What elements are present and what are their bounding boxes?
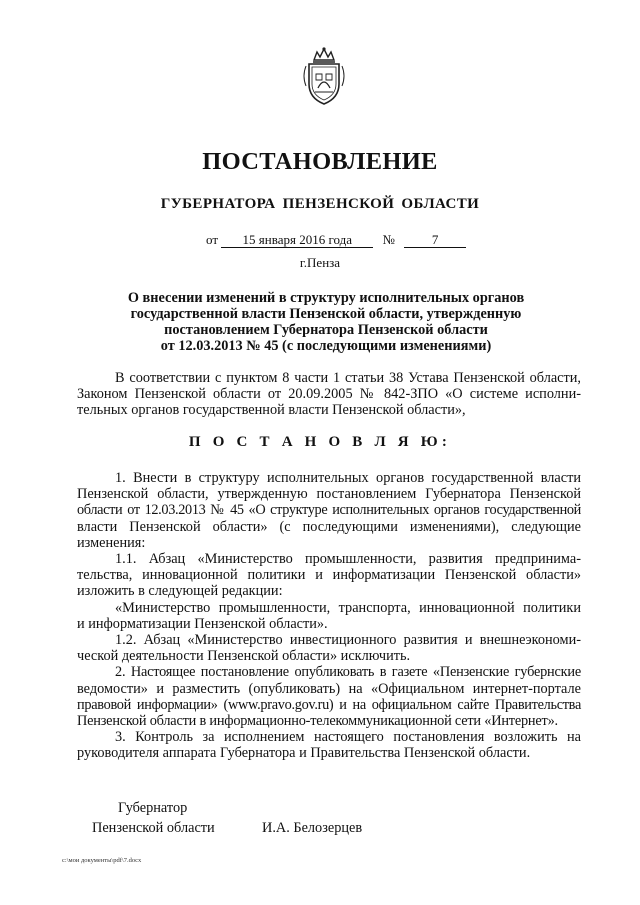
date-prefix: от	[206, 232, 219, 247]
heading-line: от 12.03.2013 № 45 (с последующими изменениями)	[160, 338, 492, 354]
body-line: правовой информации» (www.pravo.gov.ru) и на официальном сайте Правительства	[77, 696, 581, 713]
signature-title-region: Пензенской области	[92, 820, 215, 836]
body-line: 1.2. Абзац «Министерство инвестиционного развития и внешнеэкономи-	[115, 632, 581, 649]
signature-title-governor: Губернатор	[118, 800, 188, 816]
preamble-line: Законом Пензенской области от 20.09.2005 № 842-ЗПО «О системе исполни-	[77, 386, 581, 403]
heading-line: государственной власти Пензенской области, утвержденную	[130, 306, 522, 322]
body-line: ческой деятельности Пензенской области» исключить.	[77, 648, 411, 665]
body-line: 2. Настоящее постановление опубликовать в газете «Пензенские губернские	[115, 664, 581, 681]
body-line: области от 12.03.2013 № 45 «О структуре исполнительных органов государственной	[77, 502, 581, 519]
body-line: 3. Контроль за исполнением настоящего постановления возложить на	[115, 729, 581, 746]
date-number-line	[206, 232, 466, 248]
heading-line: постановлением Губернатора Пензенской области	[164, 322, 488, 338]
preamble	[77, 370, 581, 419]
document-heading	[80, 290, 572, 354]
body-line: изложить в следующей редакции:	[77, 583, 283, 600]
heading-line: О внесении изменений в структуру исполнительных органов	[127, 290, 525, 306]
decree-body	[77, 470, 581, 762]
document-subtitle: ГУБЕРНАТОРА ПЕНЗЕНСКОЙ ОБЛАСТИ	[160, 196, 480, 212]
footer-file-path: c:\мои документы\pdf\7.docx	[62, 857, 142, 864]
body-line: ведомости» и разместить (опубликовать) на «Официальном интернет-портале	[77, 680, 581, 697]
body-line: изменения:	[77, 534, 146, 551]
body-line: 1. Внести в структуру исполнительных органов государственной власти	[115, 470, 581, 486]
body-line: и информатизации Пензенской области».	[77, 615, 328, 632]
preamble-line: В соответствии с пунктом 8 части 1 статьи 38 Устава Пензенской области,	[115, 370, 581, 386]
document-title: ПОСТАНОВЛЕНИЕ	[202, 148, 438, 175]
body-line: Пензенской области в информационно-телекоммуникационной сети «Интернет».	[77, 713, 558, 730]
document-number: 7	[404, 233, 466, 248]
signature-name: И.А. Белозерцев	[262, 820, 363, 836]
body-line: Пензенской области, утвержденную постановлением Губернатора Пензенской	[77, 486, 581, 503]
number-label: №	[382, 232, 395, 247]
decree-word: П О С Т А Н О В Л Я Ю:	[188, 434, 452, 450]
document-date: 15 января 2016 года	[221, 233, 373, 248]
body-line: 1.1. Абзац «Министерство промышленности, развития предпринима-	[115, 551, 581, 568]
body-line: власти Пензенской области» (с последующими изменениями), следующие	[77, 518, 581, 535]
preamble-line: тельных органов государственной власти Пензенской области»,	[77, 402, 466, 419]
document-city: г.Пенза	[299, 255, 341, 270]
body-line: тельства, инновационной политики и информатизации Пензенской области»	[77, 567, 581, 584]
body-line: «Министерство промышленности, транспорта, инновационной политики	[115, 599, 581, 616]
coat-of-arms-emblem	[300, 46, 348, 106]
body-line: руководителя аппарата Губернатора и Правительства Пензенской области.	[77, 745, 531, 762]
